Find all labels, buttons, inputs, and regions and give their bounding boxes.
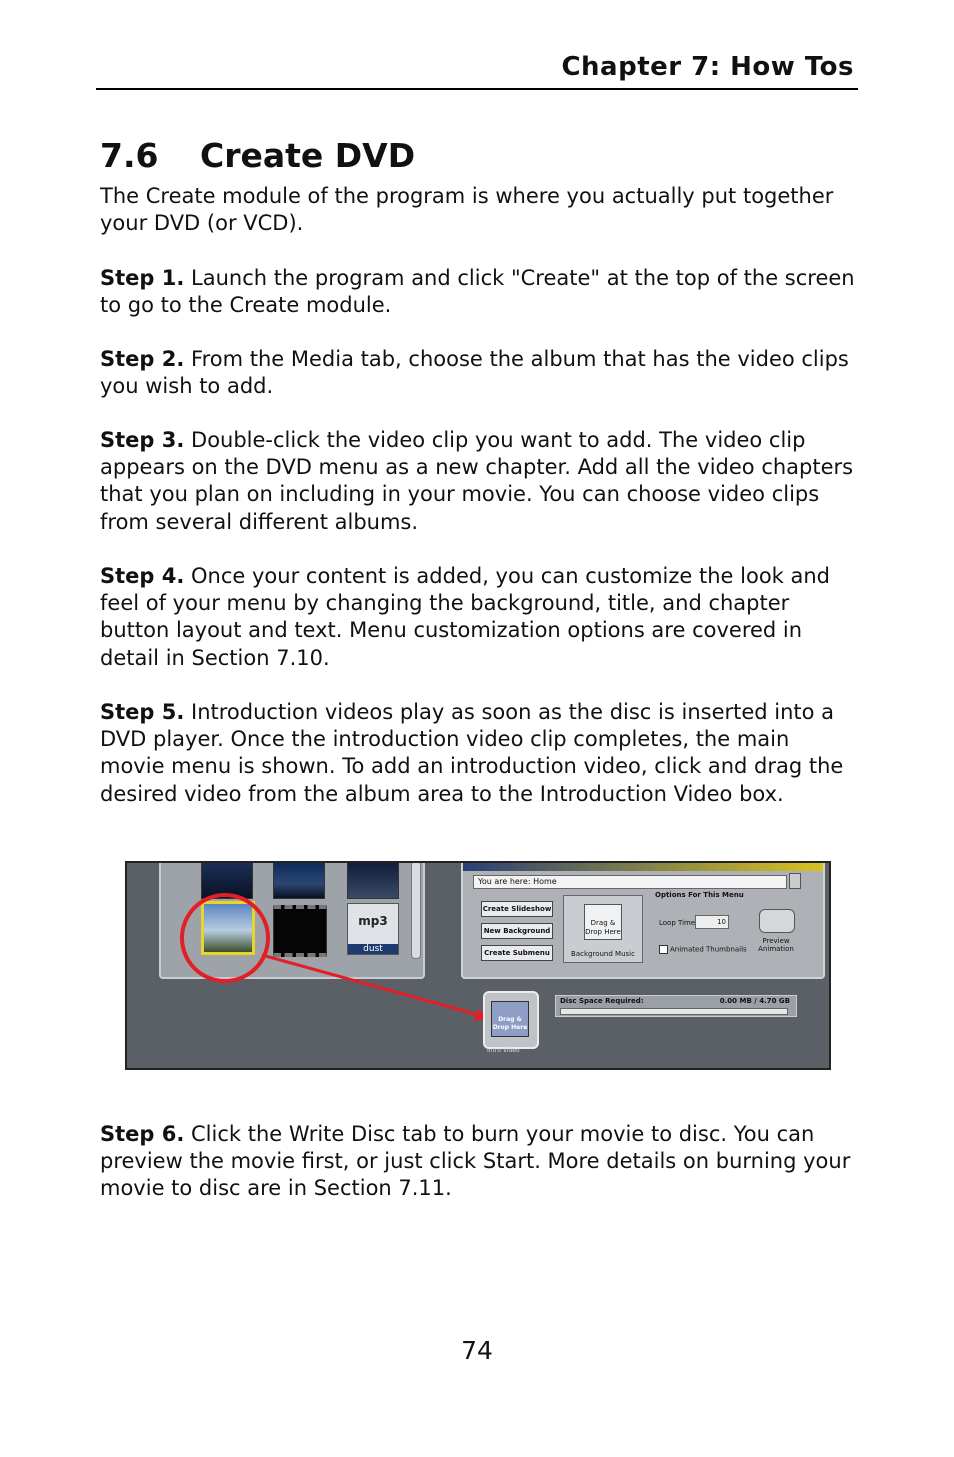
trash-icon bbox=[789, 873, 801, 889]
preview-animation-icon bbox=[759, 909, 795, 933]
disc-space-bar bbox=[560, 1008, 788, 1015]
speaker-icon: Drag & Drop Here bbox=[584, 904, 622, 940]
background-music-box bbox=[563, 895, 643, 963]
chapter-header bbox=[96, 50, 858, 90]
create-slideshow-button: Create Slideshow bbox=[481, 901, 553, 917]
loop-time-label: Loop Time bbox=[659, 919, 696, 927]
step-label: Step 4. bbox=[100, 564, 185, 588]
step-text: From the Media tab, choose the album that has the video clips you wish to add. bbox=[100, 347, 849, 399]
step-2 bbox=[100, 346, 860, 400]
disc-space-label: Disc Space Required: bbox=[560, 997, 644, 1005]
section-number: 7.6 bbox=[100, 136, 159, 175]
step-text: Launch the program and click "Create" at the top of the screen to go to the Create module. bbox=[100, 266, 855, 318]
step-1 bbox=[100, 265, 860, 319]
breadcrumb: You are here: Home bbox=[473, 875, 787, 889]
step-label: Step 1. bbox=[100, 266, 185, 290]
step-5 bbox=[100, 699, 860, 808]
step-label: Step 2. bbox=[100, 347, 185, 371]
disc-space-panel bbox=[555, 995, 797, 1017]
animated-thumbnails-checkbox bbox=[659, 945, 747, 954]
options-title: Options For This Menu bbox=[655, 891, 744, 899]
intro-video-caption: Intro Video bbox=[487, 1047, 520, 1054]
create-module-screenshot bbox=[125, 861, 831, 1070]
step-label: Step 3. bbox=[100, 428, 185, 452]
new-background-button: New Background bbox=[481, 923, 553, 939]
step-text: Introduction videos play as soon as the disc is inserted into a DVD player. Once the introduction video clip completes, the main movie menu is shown. To add an introduction video, click and drag the desired video from the album area to the Introduction Video box. bbox=[100, 700, 844, 806]
intro-drop-target: Drag & Drop Here bbox=[491, 1001, 529, 1037]
step-text: Click the Write Disc tab to burn your movie to disc. You can preview the movie first, or just click Start. More details on burning your movie to disc are in Section 7.11. bbox=[100, 1122, 851, 1201]
intro-video-box bbox=[483, 991, 539, 1049]
step-6 bbox=[100, 1121, 860, 1203]
page-number: 74 bbox=[461, 1336, 493, 1365]
step-label: Step 5. bbox=[100, 700, 185, 724]
disc-space-value: 0.00 MB / 4.70 GB bbox=[719, 997, 790, 1005]
menu-panel bbox=[461, 861, 825, 979]
step-text: Double-click the video clip you want to add. The video clip appears on the DVD menu as a new chapter. Add all the video chapters that you plan on including in your movie. You can choose video clips from several different albums. bbox=[100, 428, 854, 534]
mp3-caption: dust bbox=[348, 944, 398, 954]
step-3 bbox=[100, 427, 860, 536]
step-label: Step 6. bbox=[100, 1122, 185, 1146]
background-music-label: Background Music bbox=[571, 950, 635, 958]
chapter-title: Chapter 7: How Tos bbox=[561, 52, 854, 82]
intro-paragraph: The Create module of the program is where you actually put together your DVD (or VCD). bbox=[100, 184, 834, 236]
section-heading bbox=[100, 136, 415, 175]
create-submenu-button: Create Submenu bbox=[481, 945, 553, 961]
step-text: Once your content is added, you can customize the look and feel of your menu by changing the background, title, and chapter button layout and text. Menu customization options are covered in detail in Section 7.10. bbox=[100, 564, 831, 670]
animated-thumbnails-label: Animated Thumbnails bbox=[670, 945, 747, 954]
section-title: Create DVD bbox=[200, 136, 416, 175]
menu-topbar bbox=[463, 861, 823, 871]
step-4 bbox=[100, 563, 860, 672]
mp3-label: mp3 bbox=[358, 914, 388, 928]
preview-animation-label: Preview Animation bbox=[758, 937, 794, 953]
loop-time-field: 10 bbox=[695, 915, 729, 929]
